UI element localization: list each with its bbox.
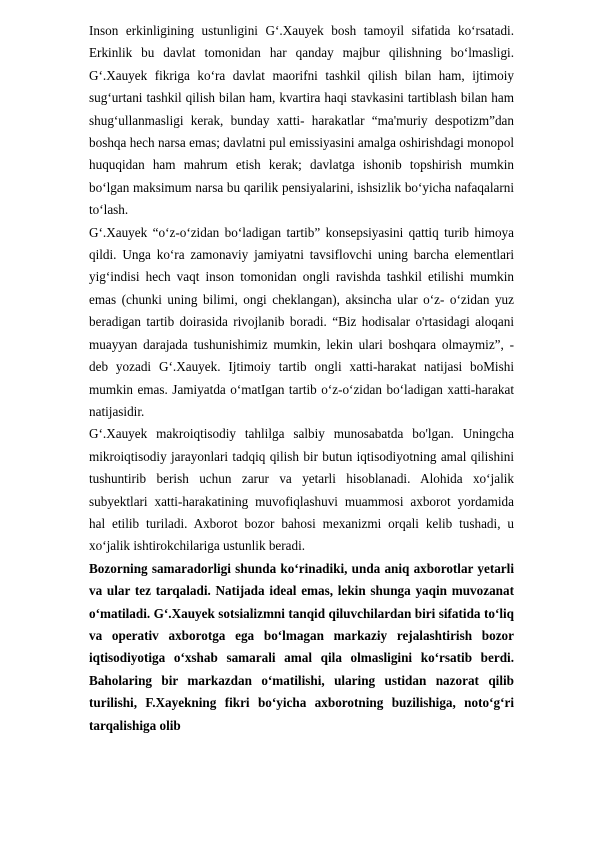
paragraph-4-bold: Bozorning samaradorligi shunda ko‘rinadiki, unda aniq axborotlar yetarli va ular tez tarqaladi. Natijada ideal emas, lekin shunga yaqin muvozanat o‘matiladi. G‘.Xauyek sotsializmni tanqid qiluvchilardan biri sifatida to‘liq va operativ axborotga ega bo‘lmagan markaziy rejalashtirish bozor iqtisodiyotiga o‘xshab samarali amal qila olmasligini ko‘rsatib berdi. Baholaring bir markazdan o‘matilishi, ularing ustidan nazorat qilib turilishi, F.Xayekning fikri bo‘yicha axborotning buzilishiga, noto‘g‘ri tarqalishiga olib xyxy=(89,560,514,733)
paragraph-1: Inson erkinligining ustunligini G‘.Xauyek bosh tamoyil sifatida ko‘rsatadi. Erkinlik bu davlat tomonidan har qanday majbur qilishning bo‘lmasligi. G‘.Xauyek fikriga ko‘ra davlat maorifni tashkil qilish bilan ham, ijtimoiy sug‘urtani tashkil qilish bilan ham, kvartira haqi stavkasini tartiblash bilan ham shug‘ullanmasligi kerak, bunday xatti- harakatlar “ma'muriy despotizm”dan boshqa hech narsa emas; davlatni pul emissiyasini amalga oshirishdagi monopol huquqidan ham mahrum etish kerak; davlatga ishonib topshirish mumkin bo‘lgan maksimum narsa bu qarilik pensiyalarini, ishsizlik bo‘yicha nafaqalarni to‘lash. xyxy=(89,23,514,218)
document-page xyxy=(89,20,514,737)
paragraph-2: G‘.Xauyek “o‘z-o‘zidan bo‘ladigan tartib” konsepsiyasini qattiq turib himoya qildi. Unga ko‘ra zamonaviy jamiyatni tavsiflovchi uning barcha elementlari yig‘indisi hech vaqt inson tomonidan ongli ravishda tashkil etilishi mumkin emas (chunki uning bilimi, ongi cheklangan), aksincha ular o‘z- o‘zidan yuz beradigan tartib doirasida rivojlanib boradi. “Biz hodisalar o'rtasidagi aloqani muayyan darajada tushunishimiz mumkin, lekin ulari boshqara olmaymiz”, - deb yozadi G‘.Xauyek. Ijtimoiy tartib ongli xatti-harakat natijasi boMishi mumkin emas. Jamiyatda o‘matIgan tartib o‘z-o‘zidan bo‘ladigan xatti-harakat natijasidir. xyxy=(89,224,514,419)
paragraph-3: G‘.Xauyek makroiqtisodiy tahlilga salbiy munosabatda bo'lgan. Uningcha mikroiqtisodiy jarayonlari tadqiq qilish bir butun iqtisodiyotning amal qilishini tushuntirib berish uchun zarur va yetarli hisoblanadi. Alohida xo‘jalik subyektlari xatti-harakatining muvofiqlashuvi muammosi axborot yordamida hal etilib turiladi. Axborot bozor bahosi mexanizmi orqali kelib tushadi, u xo‘jalik ishtirokchilariga ustunlik beradi. xyxy=(89,426,514,554)
